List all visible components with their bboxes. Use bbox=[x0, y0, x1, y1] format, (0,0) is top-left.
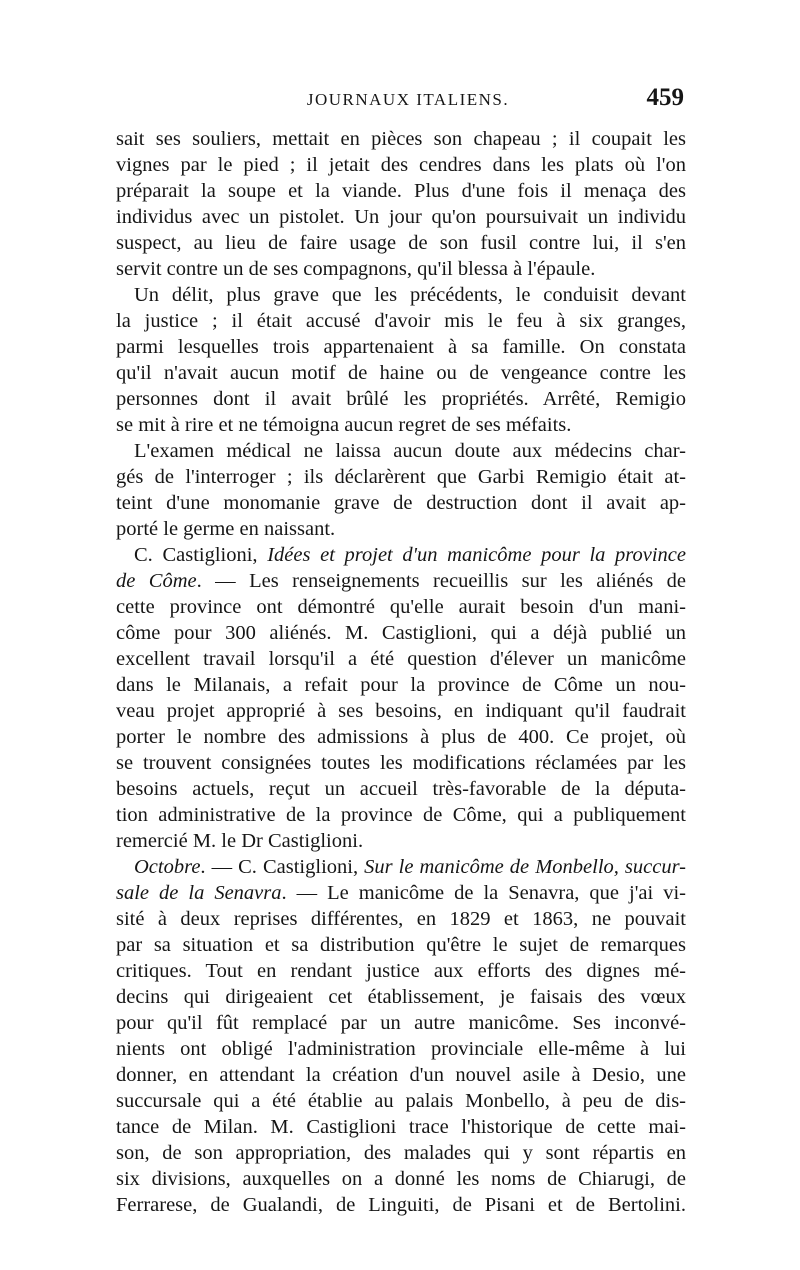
text-line bbox=[116, 438, 686, 464]
line-text: decins qui dirigeaient cet établissement, je faisais des vœux bbox=[116, 986, 686, 1008]
italic-title: Sur le manicôme de Monbello, succur- bbox=[364, 856, 687, 878]
line-text: dans le Milanais, a refait pour la province de Côme un nou- bbox=[116, 674, 686, 696]
line-text: sité à deux reprises différentes, en 1829 et 1863, ne pouvait bbox=[116, 908, 686, 930]
line-text: tion administrative de la province de Côme, qui a publiquement bbox=[116, 804, 686, 826]
line-text: individus avec un pistolet. Un jour qu'on poursuivait un individu bbox=[116, 206, 686, 228]
text-line bbox=[116, 126, 686, 152]
line-text: excellent travail lorsqu'il a été question d'élever un manicôme bbox=[116, 648, 686, 670]
line-text: nients ont obligé l'administration provinciale elle-même à lui bbox=[116, 1038, 686, 1060]
line-text: Un délit, plus grave que les précédents, le conduisit devant bbox=[134, 284, 686, 306]
line-text: par sa situation et sa distribution qu'être le sujet de remarques bbox=[116, 934, 686, 956]
text-line bbox=[116, 1140, 686, 1166]
text-line bbox=[116, 646, 686, 672]
text-line bbox=[116, 1114, 686, 1140]
line-text: se trouvent consignées toutes les modifications réclamées par les bbox=[116, 752, 686, 774]
italic-lead: sale de la Senavra bbox=[116, 882, 282, 904]
text-line bbox=[116, 308, 686, 334]
text-line bbox=[116, 490, 686, 516]
line-text: C. Castiglioni, bbox=[134, 544, 268, 566]
text-line bbox=[116, 464, 686, 490]
text-line bbox=[116, 906, 686, 932]
line-text: tance de Milan. M. Castiglioni trace l'historique de cette mai- bbox=[116, 1116, 686, 1138]
text-line bbox=[116, 880, 686, 906]
text-line bbox=[116, 1062, 686, 1088]
text-line bbox=[116, 1166, 686, 1192]
text-line bbox=[116, 854, 686, 880]
text-line bbox=[116, 334, 686, 360]
text-line bbox=[116, 282, 686, 308]
text-line bbox=[116, 724, 686, 750]
text-line bbox=[116, 1192, 686, 1218]
line-text: préparait la soupe et la viande. Plus d'une fois il menaça des bbox=[116, 180, 686, 202]
italic-title: Idées et projet d'un manicôme pour la province bbox=[267, 544, 686, 566]
text-line bbox=[116, 958, 686, 984]
line-text: besoins actuels, reçut un accueil très-favorable de la députa- bbox=[116, 778, 686, 800]
text-line bbox=[116, 776, 686, 802]
line-text: son, de son appropriation, des malades qui y sont répartis en bbox=[116, 1142, 686, 1164]
text-line bbox=[116, 802, 686, 828]
text-line bbox=[116, 750, 686, 776]
line-text: suspect, au lieu de faire usage de son fusil contre lui, il s'en bbox=[116, 232, 686, 254]
line-text: se mit à rire et ne témoigna aucun regret de ses méfaits. bbox=[116, 414, 572, 436]
line-text: Ferrarese, de Gualandi, de Linguiti, de Pisani et de Bertolini. bbox=[116, 1194, 686, 1216]
line-text: . — Le manicôme de la Senavra, que j'ai vi- bbox=[281, 882, 686, 904]
line-text: donner, en attendant la création d'un nouvel asile à Desio, une bbox=[116, 1064, 686, 1086]
text-line bbox=[116, 178, 686, 204]
text-line bbox=[116, 230, 686, 256]
text-line bbox=[116, 204, 686, 230]
line-text: six divisions, auxquelles on a donné les noms de Chiarugi, de bbox=[116, 1168, 686, 1190]
line-text: teint d'une monomanie grave de destruction dont il avait ap- bbox=[116, 492, 686, 514]
text-line bbox=[116, 256, 686, 282]
text-line bbox=[116, 620, 686, 646]
line-text: parmi lesquelles trois appartenaient à sa famille. On constata bbox=[116, 336, 686, 358]
italic-lead: Octobre bbox=[134, 856, 201, 878]
line-text: cette province ont démontré qu'elle aurait besoin d'un mani- bbox=[116, 596, 686, 618]
line-text: remercié M. le Dr Castiglioni. bbox=[116, 830, 364, 852]
text-line bbox=[116, 568, 686, 594]
line-text: porté le germe en naissant. bbox=[116, 518, 336, 540]
text-line bbox=[116, 1010, 686, 1036]
text-line bbox=[116, 412, 686, 438]
running-head bbox=[132, 84, 684, 124]
text-line bbox=[116, 152, 686, 178]
line-text: . — C. Castiglioni, bbox=[200, 856, 365, 878]
text-line bbox=[116, 932, 686, 958]
line-text: personnes dont il avait brûlé les propriétés. Arrêté, Remigio bbox=[116, 388, 686, 410]
line-text: côme pour 300 aliénés. M. Castiglioni, qui a déjà publié un bbox=[116, 622, 686, 644]
line-text: qu'il n'avait aucun motif de haine ou de vengeance contre les bbox=[116, 362, 686, 384]
page-number: 459 bbox=[646, 84, 684, 111]
line-text: pour qu'il fût remplacé par un autre manicôme. Ses inconvé- bbox=[116, 1012, 686, 1034]
line-text: vignes par le pied ; il jetait des cendres dans les plats où l'on bbox=[116, 154, 686, 176]
text-line bbox=[116, 984, 686, 1010]
line-text: succursale qui a été établie au palais Monbello, à peu de dis- bbox=[116, 1090, 686, 1112]
line-text: porter le nombre des admissions à plus de 400. Ce projet, où bbox=[116, 726, 686, 748]
line-text: la justice ; il était accusé d'avoir mis le feu à six granges, bbox=[116, 310, 686, 332]
line-text: critiques. Tout en rendant justice aux efforts des dignes mé- bbox=[116, 960, 686, 982]
text-line bbox=[116, 672, 686, 698]
text-line bbox=[116, 386, 686, 412]
line-text: servit contre un de ses compagnons, qu'il blessa à l'épaule. bbox=[116, 258, 596, 280]
text-line bbox=[116, 1088, 686, 1114]
text-line bbox=[116, 698, 686, 724]
line-text: L'examen médical ne laissa aucun doute aux médecins char- bbox=[134, 440, 686, 462]
text-line bbox=[116, 594, 686, 620]
running-title: JOURNAUX ITALIENS. bbox=[306, 90, 510, 109]
line-text: veau projet approprié à ses besoins, en indiquant qu'il faudrait bbox=[116, 700, 686, 722]
text-line bbox=[116, 542, 686, 568]
line-text: . — Les renseignements recueillis sur les aliénés de bbox=[196, 570, 686, 592]
line-text: sait ses souliers, mettait en pièces son chapeau ; il coupait les bbox=[116, 128, 686, 150]
text-line bbox=[116, 828, 686, 854]
italic-lead: de Côme bbox=[116, 570, 197, 592]
text-line bbox=[116, 360, 686, 386]
text-line bbox=[116, 1036, 686, 1062]
line-text: gés de l'interroger ; ils déclarèrent que Garbi Remigio était at- bbox=[116, 466, 686, 488]
body-text bbox=[116, 126, 686, 1218]
text-line bbox=[116, 516, 686, 542]
